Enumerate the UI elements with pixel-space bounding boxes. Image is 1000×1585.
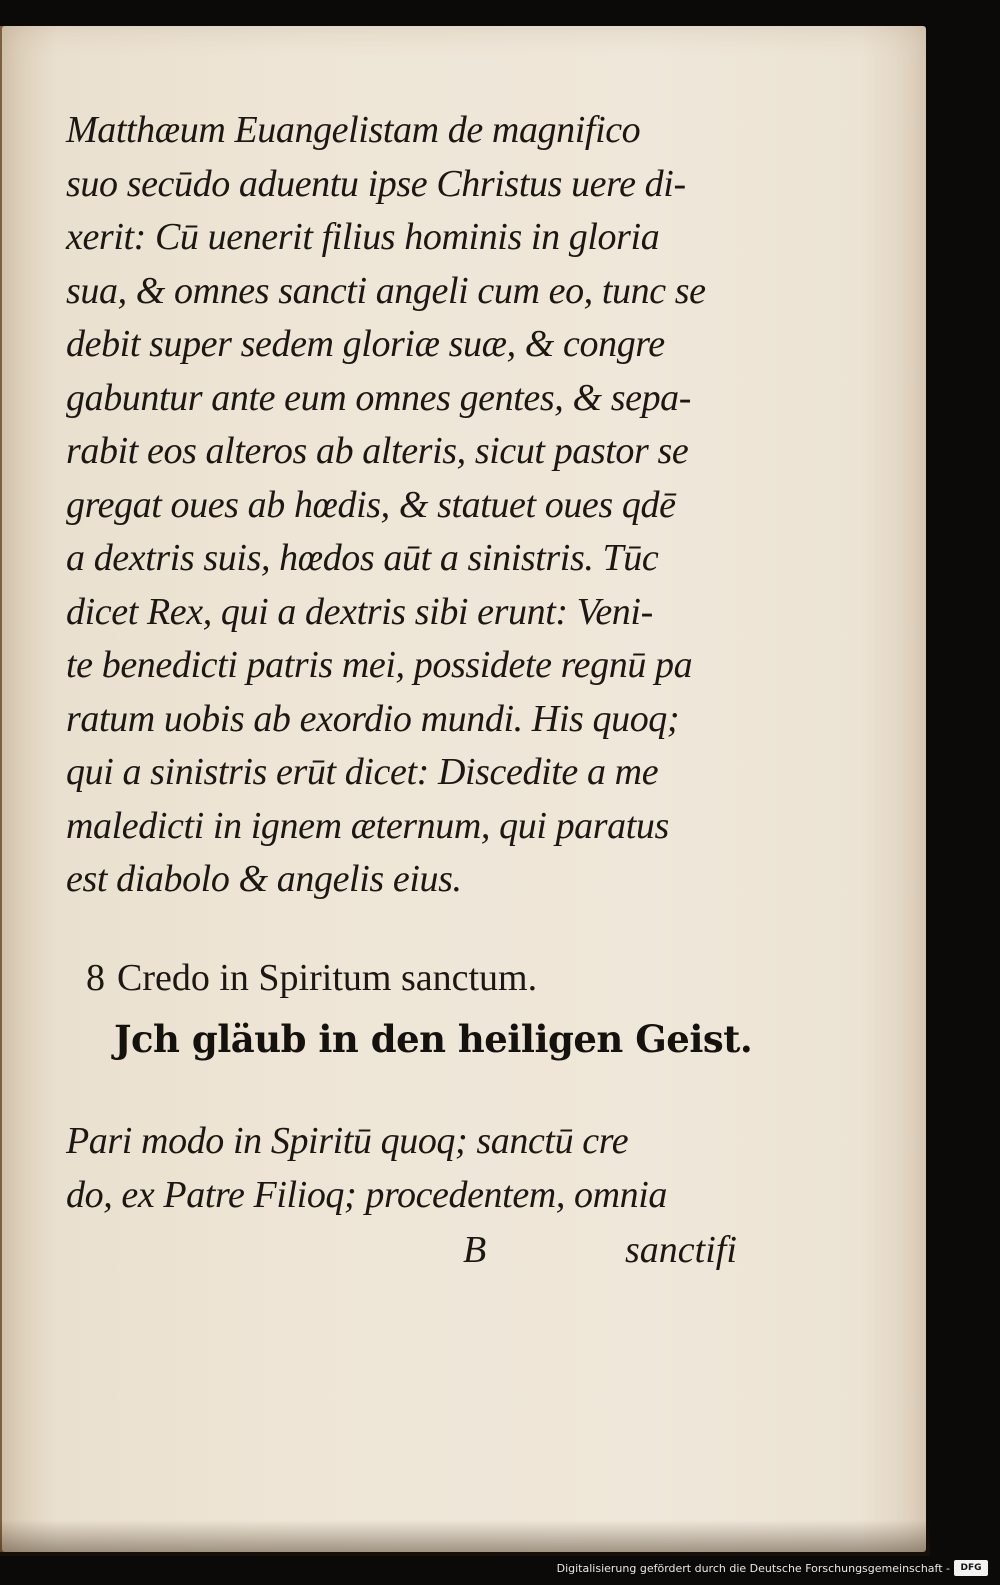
second-paragraph	[66, 1114, 786, 1222]
text-line: qui a sinistris erūt dicet: Discedite a me	[66, 751, 659, 793]
text-line: maledicti in ignem æternum, qui paratus	[66, 804, 669, 847]
article-german-heading: Jch gläub in den heiligen Geist.	[114, 1017, 753, 1061]
dfg-logo-icon: DFG	[954, 1560, 988, 1576]
text-line: a dextris suis, hœdos aūt a sinistris. Tūc	[66, 537, 659, 579]
text-line: xerit: Cū uenerit filius hominis in gloria	[66, 216, 660, 258]
text-line: suo secūdo aduentu ipse Christus uere di-	[66, 162, 686, 205]
text-line: debit super sedem gloriæ suæ, & congre	[66, 323, 665, 365]
article-number: 8	[86, 957, 105, 999]
text-line: dicet Rex, qui a dextris sibi erunt: Veni-	[66, 590, 653, 633]
text-line: Matthæum Euangelistam de magnifico	[66, 109, 641, 151]
catchword: sanctifi	[625, 1229, 737, 1271]
text-line: gregat oues ab hœdis, & statuet oues qdē	[66, 483, 676, 526]
signature-mark: B	[463, 1229, 487, 1271]
text-line: ratum uobis ab exordio mundi. His quoq;	[66, 697, 680, 740]
text-line: Pari modo in Spiritū quoq; sanctū cre	[66, 1120, 629, 1162]
latin-heading-text: Credo in Spiritum sanctum.	[117, 957, 538, 999]
article-latin-heading	[86, 956, 537, 1000]
text-line: te benedicti patris mei, possidete regnū pa	[66, 644, 693, 686]
text-line: sua, & omnes sancti angeli cum eo, tunc se	[66, 269, 706, 312]
main-paragraph	[66, 104, 786, 907]
text-line: do, ex Patre Filioq; procedentem, omnia	[66, 1174, 668, 1216]
page-bottom-edge	[0, 1520, 930, 1560]
text-line: est diabolo & angelis eius.	[66, 858, 462, 900]
digitization-credit: Digitalisierung gefördert durch die Deutsche Forschungsgemeinschaft -	[556, 1562, 950, 1575]
text-line: rabit eos alteros ab alteris, sicut pastor se	[66, 430, 689, 472]
text-line: gabuntur ante eum omnes gentes, & sepa-	[66, 376, 692, 419]
